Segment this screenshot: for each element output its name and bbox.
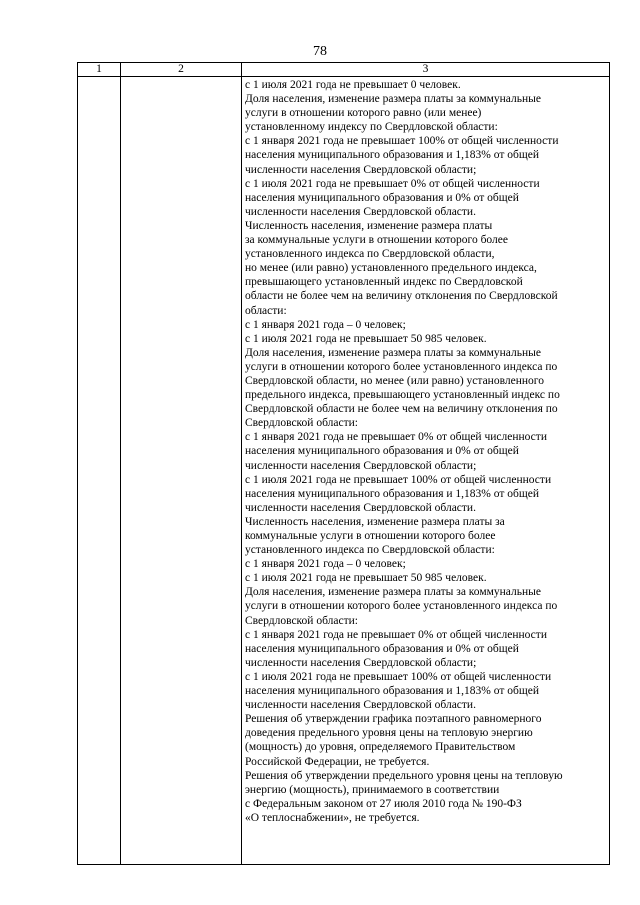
- text-line: (мощность) до уровня, определяемого Правительством: [245, 741, 516, 754]
- text-line: численности населения Свердловской области;: [245, 459, 477, 472]
- text-line: населения муниципального образования и 0% от общей: [245, 191, 519, 204]
- text-line: с 1 января 2021 года не превышает 100% от общей численности: [245, 135, 559, 148]
- text-line: численности населения Свердловской области.: [245, 205, 476, 218]
- text-line: численности населения Свердловской области;: [245, 163, 477, 176]
- text-line: но менее (или равно) установленного предельного индекса,: [245, 262, 537, 275]
- text-line: области не более чем на величину отклонения по Свердловской: [245, 290, 558, 303]
- table-cell-col2: [121, 77, 242, 865]
- table-cell-col1: [78, 77, 121, 865]
- table-cell-col3: [242, 77, 610, 865]
- text-line: Свердловской области:: [245, 614, 358, 627]
- text-line: Решения об утверждении предельного уровня цены на тепловую: [245, 769, 563, 782]
- cell-text-block: [242, 77, 609, 825]
- text-line: с 1 июля 2021 года не превышает 50 985 человек.: [245, 572, 487, 585]
- text-line: численности населения Свердловской области.: [245, 501, 476, 514]
- text-line: области:: [245, 304, 287, 317]
- text-line: с 1 января 2021 года не превышает 0% от общей численности: [245, 628, 547, 641]
- text-line: Доля населения, изменение размера платы за коммунальные: [245, 586, 541, 599]
- text-line: энергию (мощность), принимаемого в соответствии: [245, 783, 500, 796]
- text-line: с 1 июля 2021 года не превышает 0 человек.: [245, 79, 461, 91]
- text-line: населения муниципального образования и 1,183% от общей: [245, 685, 539, 698]
- page-number: 78: [313, 44, 327, 59]
- table-row: [78, 77, 610, 865]
- text-line: превышающего установленный индекс по Свердловской: [245, 276, 523, 289]
- text-line: Свердловской области:: [245, 417, 358, 430]
- text-line: населения муниципального образования и 0% от общей: [245, 642, 519, 655]
- text-line: Свердловской области не более чем на величину отклонения по: [245, 403, 558, 416]
- text-line: населения муниципального образования и 0% от общей: [245, 445, 519, 458]
- text-line: предельного индекса, превышающего установленный индекс по: [245, 389, 560, 402]
- text-line: услуги в отношении которого равно (или менее): [245, 107, 482, 120]
- text-line: с 1 января 2021 года – 0 человек;: [245, 318, 406, 331]
- text-line: установленного индекса по Свердловской области:: [245, 544, 495, 557]
- text-line: Российской Федерации, не требуется.: [245, 755, 430, 768]
- text-line: населения муниципального образования и 1,183% от общей: [245, 149, 539, 162]
- text-line: с 1 июля 2021 года не превышает 0% от общей численности: [245, 177, 540, 190]
- column-header-2: 2: [121, 63, 242, 77]
- text-line: Численность населения, изменение размера платы: [245, 219, 493, 232]
- text-line: Численность населения, изменение размера платы за: [245, 515, 505, 528]
- text-line: установленному индексу по Свердловской области:: [245, 121, 498, 134]
- text-line: Решения об утверждении графика поэтапного равномерного: [245, 713, 542, 726]
- text-line: с 1 января 2021 года – 0 человек;: [245, 558, 406, 571]
- text-line: за коммунальные услуги в отношении которого более: [245, 234, 508, 247]
- column-header-3: 3: [242, 63, 610, 77]
- table-header-row: [78, 63, 610, 77]
- text-line: Свердловской области, но менее (или равно) установленного: [245, 374, 544, 387]
- column-header-1: 1: [78, 63, 121, 77]
- text-line: с Федеральным законом от 27 июля 2010 года № 190-ФЗ: [245, 797, 522, 810]
- text-line: доведения предельного уровня цены на тепловую энергию: [245, 727, 533, 740]
- text-line: коммунальные услуги в отношении которого более: [245, 530, 496, 542]
- text-line: установленного индекса по Свердловской области,: [245, 248, 495, 261]
- text-line: численности населения Свердловской области;: [245, 656, 477, 669]
- text-line: Доля населения, изменение размера платы за коммунальные: [245, 346, 541, 359]
- text-line: Доля населения, изменение размера платы за коммунальные: [245, 93, 541, 106]
- text-line: с 1 июля 2021 года не превышает 100% от общей численности: [245, 670, 552, 683]
- text-line: населения муниципального образования и 1,183% от общей: [245, 487, 539, 500]
- text-line: численности населения Свердловской области.: [245, 699, 476, 712]
- text-line: «О теплоснабжении», не требуется.: [245, 811, 420, 824]
- text-line: услуги в отношении которого более установленного индекса по: [245, 360, 558, 373]
- text-line: с 1 июля 2021 года не превышает 50 985 человек.: [245, 332, 487, 345]
- text-line: с 1 июля 2021 года не превышает 100% от общей численности: [245, 473, 552, 486]
- document-table: [77, 62, 610, 865]
- text-line: с 1 января 2021 года не превышает 0% от общей численности: [245, 431, 547, 444]
- text-line: услуги в отношении которого более установленного индекса по: [245, 600, 558, 613]
